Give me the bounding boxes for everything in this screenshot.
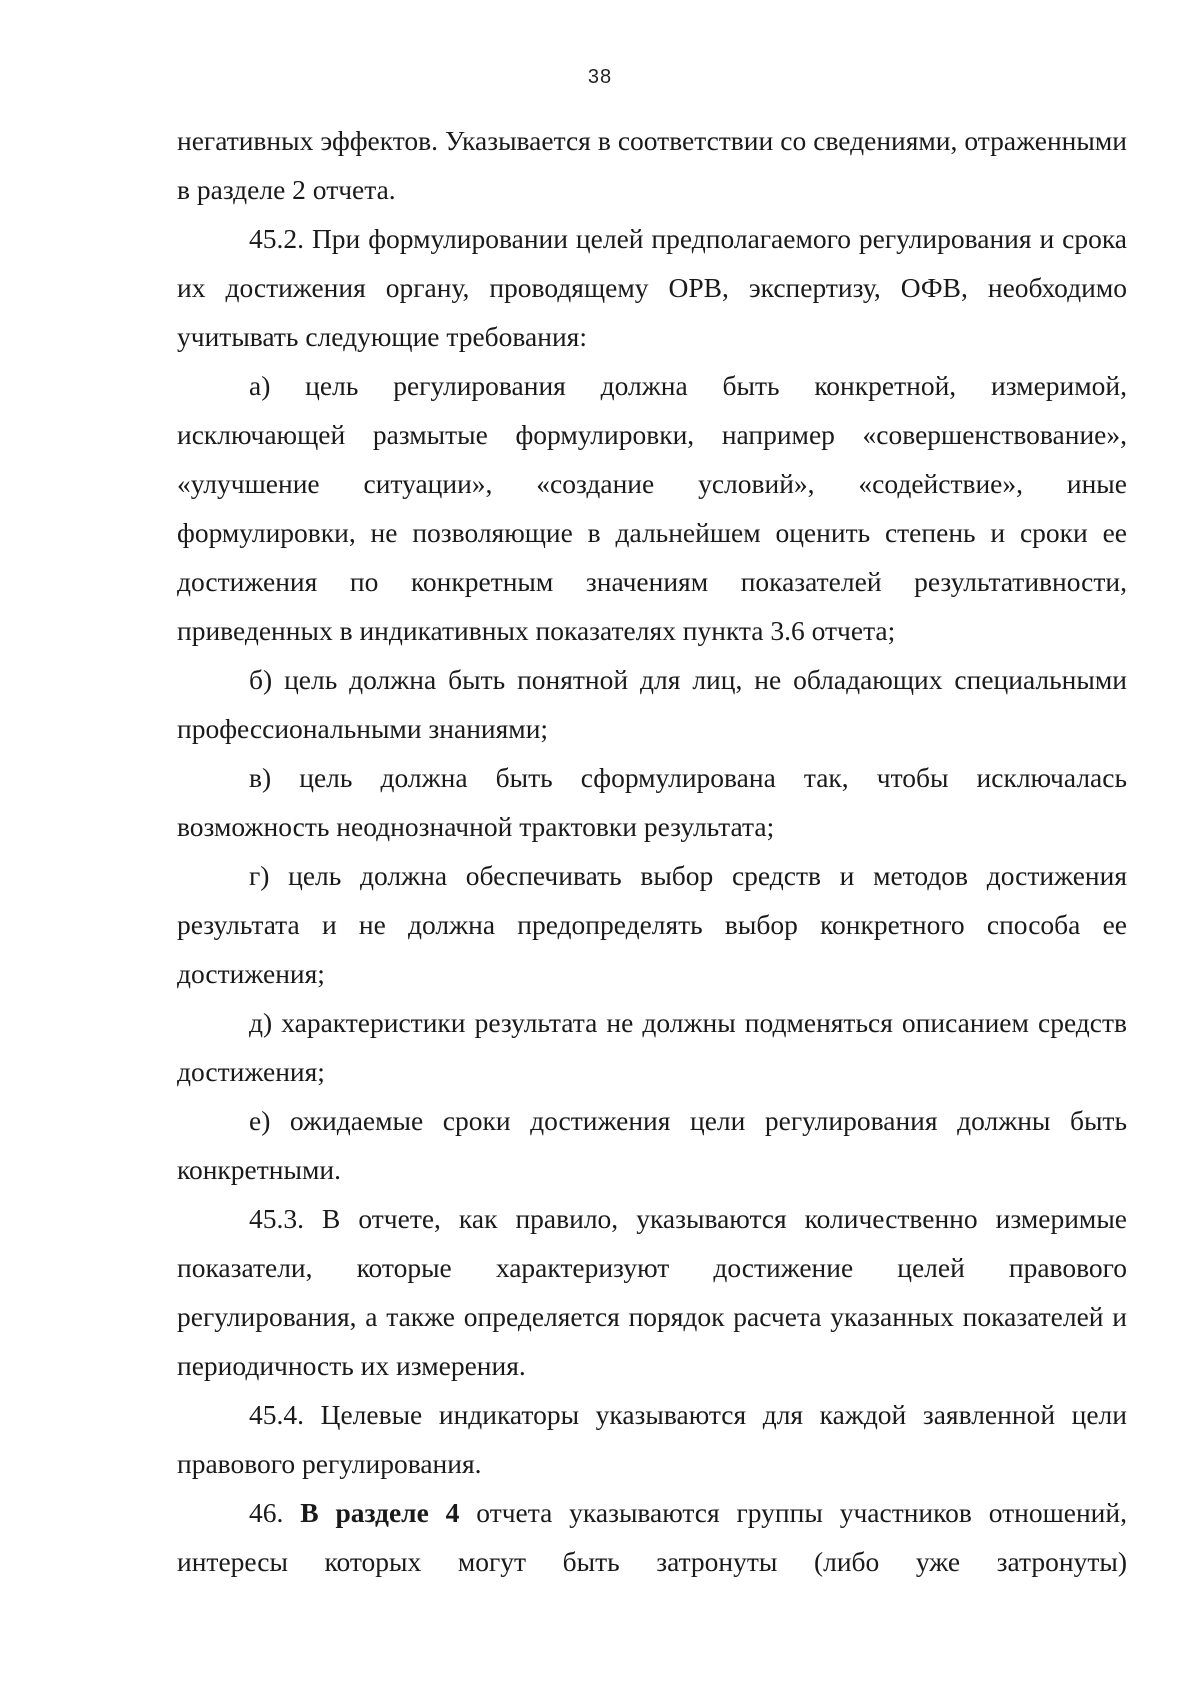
paragraph-requirement-a: а) цель регулирования должна быть конкретной, измеримой, исключающей размытые формулировки, например «совершенствование», «улучшение ситуации», «создание условий», «содействие», иные формулировки, не позволяющие в дальнейшем оценить степень и сроки ее достижения по конкретным значениям показателей результативности, приведенных в индикативных показателях пункта 3.6 отчета; — [177, 370, 1127, 646]
paragraph-45-2: 45.2. При формулировании целей предполагаемого регулирования и срока их достижения органу, проводящему ОРВ, экспертизу, ОФВ, необходимо учитывать следующие требования: — [177, 223, 1127, 352]
paragraph-46 — [177, 1488, 1127, 1586]
page-number: 38 — [587, 66, 613, 88]
paragraph-46-number: 46. — [249, 1497, 301, 1528]
paragraph-requirement-v: в) цель должна быть сформулирована так, чтобы исключалась возможность неоднозначной трактовки результата; — [177, 762, 1127, 842]
paragraph-requirement-e: е) ожидаемые сроки достижения цели регулирования должны быть конкретными. — [177, 1105, 1127, 1185]
paragraph-requirement-b: б) цель должна быть понятной для лиц, не обладающих специальными профессиональными знаниями; — [177, 664, 1127, 744]
paragraph-continuation: негативных эффектов. Указывается в соответствии со сведениями, отраженными в разделе 2 отчета. — [177, 125, 1127, 205]
document-body — [177, 116, 1127, 1586]
section-4-reference: В разделе 4 — [300, 1497, 460, 1528]
paragraph-requirement-d: д) характеристики результата не должны подменяться описанием средств достижения; — [177, 1007, 1127, 1087]
paragraph-45-4: 45.4. Целевые индикаторы указываются для каждой заявленной цели правового регулирования. — [177, 1399, 1127, 1479]
paragraph-requirement-g: г) цель должна обеспечивать выбор средств и методов достижения результата и не должна предопределять выбор конкретного способа ее достижения; — [177, 860, 1127, 989]
paragraph-46-text: отчета указываются группы участников отношений, интересы которых могут быть затронуты (либо уже затронуты) — [177, 1497, 1127, 1577]
paragraph-45-3: 45.3. В отчете, как правило, указываются количественно измеримые показатели, которые характеризуют достижение целей правового регулирования, а также определяется порядок расчета указанных показателей и периодичность их измерения. — [177, 1203, 1127, 1381]
